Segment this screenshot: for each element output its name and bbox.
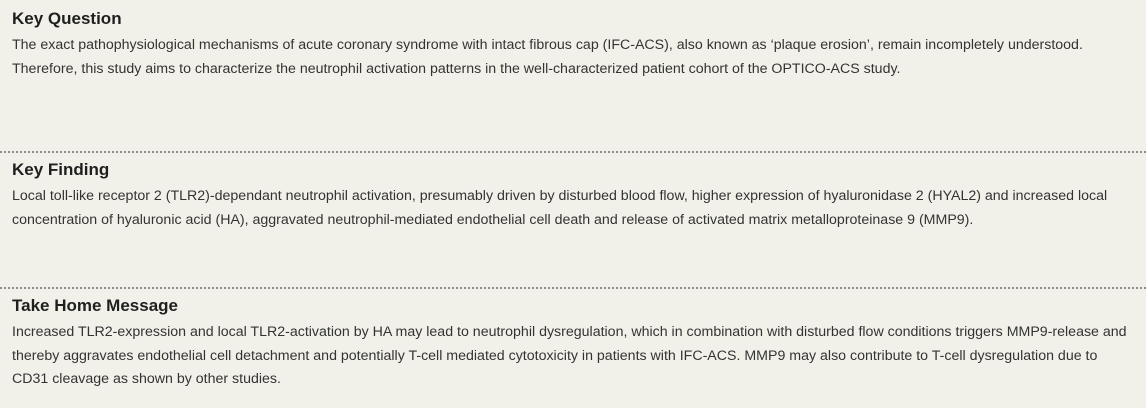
key-finding-text: Local toll-like receptor 2 (TLR2)-dependant neutrophil activation, presumably driven by disturbed blood flow, higher expression of hyaluronidase 2 (HYAL2) and increased local concentration of hyaluronic acid (HA), aggravated neutrophil-mediated endothelial cell death and release of activated matrix metalloproteinase 9 (MMP9). — [12, 188, 1108, 228]
key-finding-section — [12, 159, 1128, 277]
key-question-text: The exact pathophysiological mechanisms of acute coronary syndrome with intact fibrous cap (IFC-ACS), also known as ‘plaque erosion’, remain incompletely understood. Therefore, this study aims to characterize the neutrophil activation patterns in the well-characterized patient cohort of the OPTICO-ACS study. — [12, 37, 1083, 77]
take-home-message-title: Take Home Message — [12, 296, 178, 315]
take-home-message-text: Increased TLR2-expression and local TLR2-activation by HA may lead to neutrophil dysregulation, which in combination with disturbed flow conditions triggers MMP9-release and thereby aggravates endothelial cell detachment and potentially T-cell mediated cytotoxicity in patients with IFC-ACS. MMP9 may also contribute to T-cell dysregulation due to CD31 cleavage as shown by other studies. — [12, 324, 1127, 387]
key-finding-title: Key Finding — [12, 160, 110, 179]
section-divider — [0, 287, 1146, 289]
key-question-section — [12, 8, 1128, 141]
key-question-title: Key Question — [12, 9, 122, 28]
take-home-message-section — [12, 295, 1128, 392]
section-divider — [0, 151, 1146, 153]
